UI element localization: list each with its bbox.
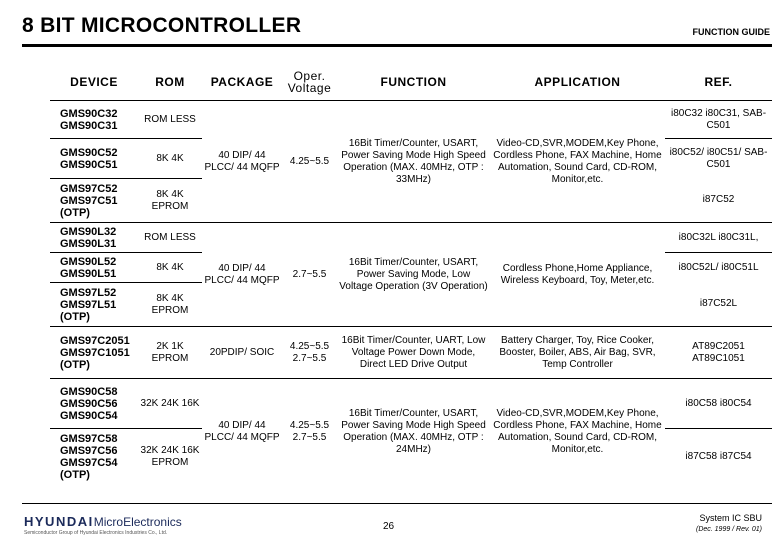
ref-cell: i80C32L i80C31L, — [665, 223, 772, 253]
application-cell: Video-CD,SVR,MODEM,Key Phone, Cordless Phone, FAX Machine, Home Automation, Sound Card, CD-ROM, Monitor,etc. — [490, 101, 665, 223]
package-cell: 20PDIP/ SOIC — [202, 327, 282, 379]
function-cell: 16Bit Timer/Counter, UART, Low Voltage Power Down Mode, Direct LED Drive Output — [337, 327, 490, 379]
col-function: FUNCTION — [380, 75, 447, 89]
ref-cell: i80C32 i80C31, SAB-C501 — [665, 101, 772, 139]
voltage-cell: 4.25~5.5 2.7~5.5 — [282, 379, 337, 485]
col-device: DEVICE — [70, 75, 118, 89]
table-row — [50, 379, 772, 429]
col-ref: REF. — [704, 75, 733, 89]
device-cell: GMS97C2051 GMS97C1051 (OTP) — [50, 327, 138, 379]
device-cell: GMS90C58 GMS90C56 GMS90C54 — [50, 379, 138, 429]
ref-cell: i80C58 i80C54 — [665, 379, 772, 429]
table-row — [50, 327, 772, 379]
device-cell: GMS97C52 GMS97C51 (OTP) — [50, 179, 138, 223]
division-name: System IC SBU — [699, 513, 762, 523]
device-cell: GMS90C52 GMS90C51 — [50, 139, 138, 179]
rom-cell: 8K 4K EPROM — [138, 283, 202, 327]
device-cell: GMS90C32 GMS90C31 — [50, 101, 138, 139]
voltage-cell: 4.25~5.5 — [282, 101, 337, 223]
revision-date: (Dec. 1999 / Rev. 01) — [695, 526, 762, 533]
col-rom: ROM — [155, 75, 185, 89]
table-row — [50, 223, 772, 253]
footer-divider — [22, 503, 772, 504]
ref-cell: i87C58 i87C54 — [665, 429, 772, 485]
table-row — [50, 101, 772, 139]
function-cell: 16Bit Timer/Counter, USART, Power Saving Mode, Low Voltage Operation (3V Operation) — [337, 223, 490, 327]
ref-cell: i80C52L/ i80C51L — [665, 253, 772, 283]
section-label: FUNCTION GUIDE — [692, 27, 770, 37]
rom-cell: 8K 4K — [138, 253, 202, 283]
rom-cell: 32K 24K 16K EPROM — [138, 429, 202, 485]
logo-tagline: Semiconductor Group of Hyundai Electronics Industries Co., Ltd. — [24, 530, 168, 536]
col-voltage: Oper. Voltage — [287, 69, 332, 95]
division-info — [696, 512, 762, 536]
application-cell: Battery Charger, Toy, Rice Cooker, Booster, Boiler, ABS, Air Bag, SVR, Temp Controller — [490, 327, 665, 379]
company-logo — [24, 514, 184, 536]
ref-cell: AT89C2051 AT89C1051 — [665, 327, 772, 379]
application-cell: Video-CD,SVR,MODEM,Key Phone, Cordless Phone, FAX Machine, Home Automation, Sound Card, CD-ROM, Monitor,etc. — [490, 379, 665, 485]
rom-cell: 8K 4K EPROM — [138, 179, 202, 223]
voltage-cell: 2.7~5.5 — [282, 223, 337, 327]
page-number: 26 — [383, 521, 395, 532]
package-cell: 40 DIP/ 44 PLCC/ 44 MQFP — [202, 101, 282, 223]
rom-cell: 2K 1K EPROM — [138, 327, 202, 379]
ref-cell: i87C52 — [702, 194, 735, 206]
col-application: APPLICATION — [534, 75, 621, 89]
col-package: PACKAGE — [210, 75, 274, 89]
page-title: 8 BIT MICROCONTROLLER — [22, 14, 302, 37]
header-divider — [22, 44, 772, 47]
function-cell: 16Bit Timer/Counter, USART, Power Saving Mode High Speed Operation (MAX. 40MHz, OTP : 24MHz) — [337, 379, 490, 485]
spec-table — [50, 64, 772, 485]
logo-suffix: MicroElectronics — [93, 515, 182, 529]
package-cell: 40 DIP/ 44 PLCC/ 44 MQFP — [202, 379, 282, 485]
header-row — [50, 64, 772, 101]
device-cell: GMS90L32 GMS90L31 — [50, 223, 138, 253]
package-cell: 40 DIP/ 44 PLCC/ 44 MQFP — [202, 223, 282, 327]
rom-cell: 32K 24K 16K — [138, 379, 202, 429]
function-cell: 16Bit Timer/Counter, USART, Power Saving Mode High Speed Operation (MAX. 40MHz, OTP : 33MHz) — [337, 101, 490, 223]
device-cell: GMS97C58 GMS97C56 GMS97C54 (OTP) — [50, 429, 138, 485]
logo-brand: HYUNDAI — [24, 514, 94, 529]
rom-cell: ROM LESS — [138, 101, 202, 139]
voltage-cell: 4.25~5.5 2.7~5.5 — [282, 327, 337, 379]
ref-cell: i87C52L — [699, 298, 738, 310]
ref-cell: i80C52/ i80C51/ SAB-C501 — [665, 139, 772, 179]
rom-cell: 8K 4K — [138, 139, 202, 179]
device-cell: GMS90L52 GMS90L51 — [50, 253, 138, 283]
rom-cell: ROM LESS — [138, 223, 202, 253]
application-cell: Cordless Phone,Home Appliance, Wireless Keyboard, Toy, Meter,etc. — [490, 223, 665, 327]
device-cell: GMS97L52 GMS97L51 (OTP) — [50, 283, 138, 327]
